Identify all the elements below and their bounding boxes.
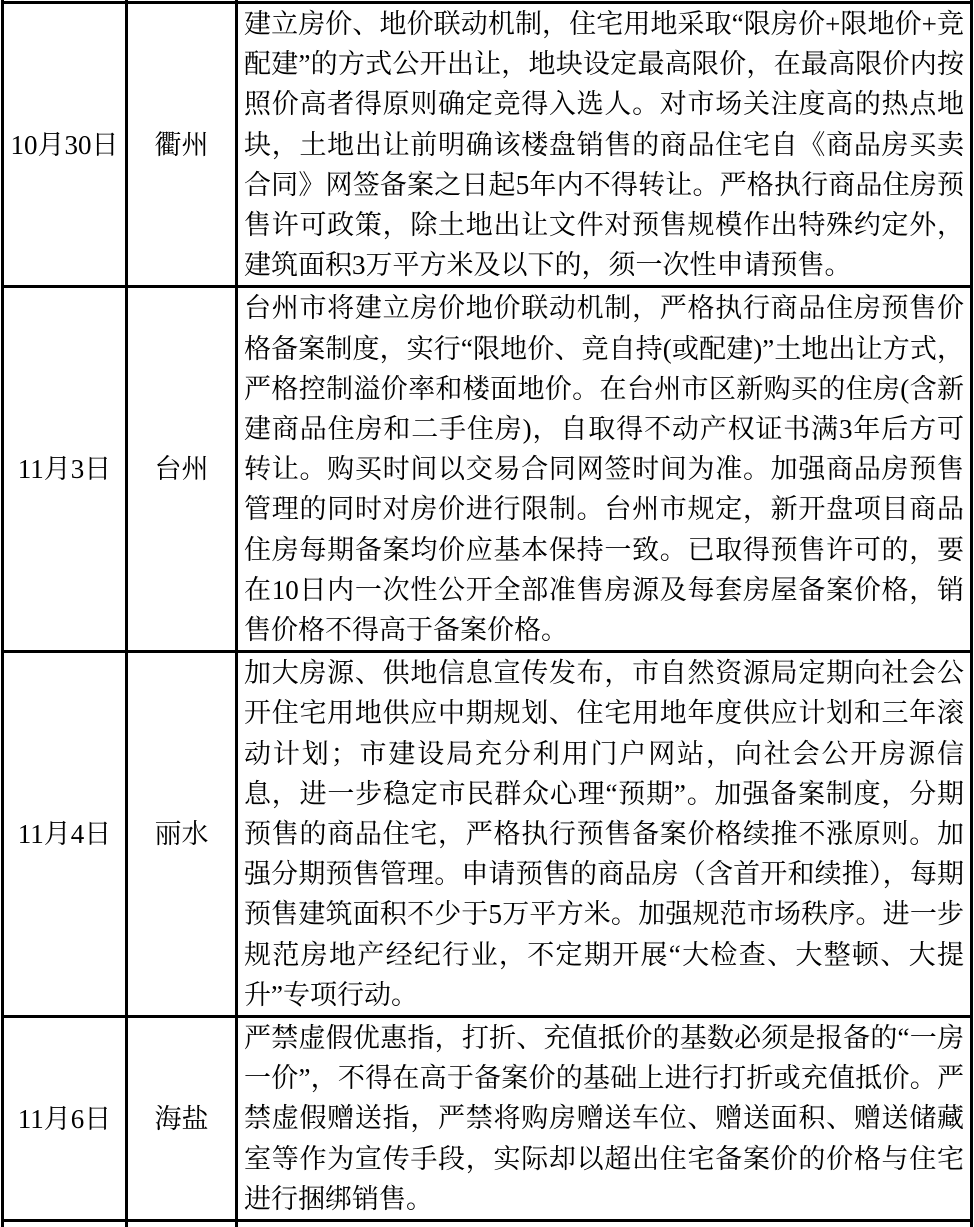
policy-table: [1, 0, 973, 1227]
date-cell: 11月3日: [3, 287, 127, 652]
policy-cell: 加大房源、供地信息宣传发布，市自然资源局定期向社会公开住宅用地供应中期规划、住宅用地年度供应计划和三年滚动计划；市建设局充分利用门户网站，向社会公开房源信息，进一步稳定市民群众心理“预期”。加强备案制度，分期预售的商品住宅，严格执行预售备案价格续推不涨原则。加强分期预售管理。申请预售的商品房（含首开和续推），每期预售建筑面积不少于5万平方米。加强规范市场秩序。进一步规范房地产经纪行业，不定期开展“大检查、大整顿、大提升”专项行动。: [237, 652, 972, 1017]
city-cell: 台州: [127, 287, 237, 652]
cropped-cell: [237, 1221, 972, 1227]
date-cell: 11月6日: [3, 1017, 127, 1221]
policy-cell: 严禁虚假优惠指，打折、充值抵价的基数必须是报备的“一房一价”，不得在高于备案价的基础上进行打折或充值抵价。严禁虚假赠送指，严禁将购房赠送车位、赠送面积、赠送储藏室等作为宣传手段，实际却以超出住宅备案价的价格与住宅进行捆绑销售。: [237, 1017, 972, 1221]
table-row: [3, 652, 972, 1017]
city-cell: 丽水: [127, 652, 237, 1017]
policy-cell: 台州市将建立房价地价联动机制，严格执行商品住房预售价格备案制度，实行“限地价、竞自持(或配建)”土地出让方式，严格控制溢价率和楼面地价。在台州市区新购买的住房(含新建商品住房和二手住房)，自取得不动产权证书满3年后方可转让。购买时间以交易合同网签时间为准。加强商品房预售管理的同时对房价进行限制。台州市规定，新开盘项目商品住房每期备案均价应基本保持一致。已取得预售许可的，要在10日内一次性公开全部准售房源及每套房屋备案价格，销售价格不得高于备案价格。: [237, 287, 972, 652]
cropped-cell: [127, 1221, 237, 1227]
cropped-row-below: [3, 1221, 972, 1227]
policy-cell: 建立房价、地价联动机制，住宅用地采取“限房价+限地价+竞配建”的方式公开出让，地块设定最高限价，在最高限价内按照价高者得原则确定竞得入选人。对市场关注度高的热点地块，土地出让前明确该楼盘销售的商品住宅自《商品房买卖合同》网签备案之日起5年内不得转让。严格执行商品住房预售许可政策，除土地出让文件对预售规模作出特殊约定外，建筑面积3万平方米及以下的，须一次性申请预售。: [237, 3, 972, 287]
table-row: [3, 287, 972, 652]
date-cell: 11月4日: [3, 652, 127, 1017]
city-cell: 衢州: [127, 3, 237, 287]
table-row: [3, 1017, 972, 1221]
table-row: [3, 3, 972, 287]
city-cell: 海盐: [127, 1017, 237, 1221]
date-cell: 10月30日: [3, 3, 127, 287]
cropped-cell: [3, 1221, 127, 1227]
